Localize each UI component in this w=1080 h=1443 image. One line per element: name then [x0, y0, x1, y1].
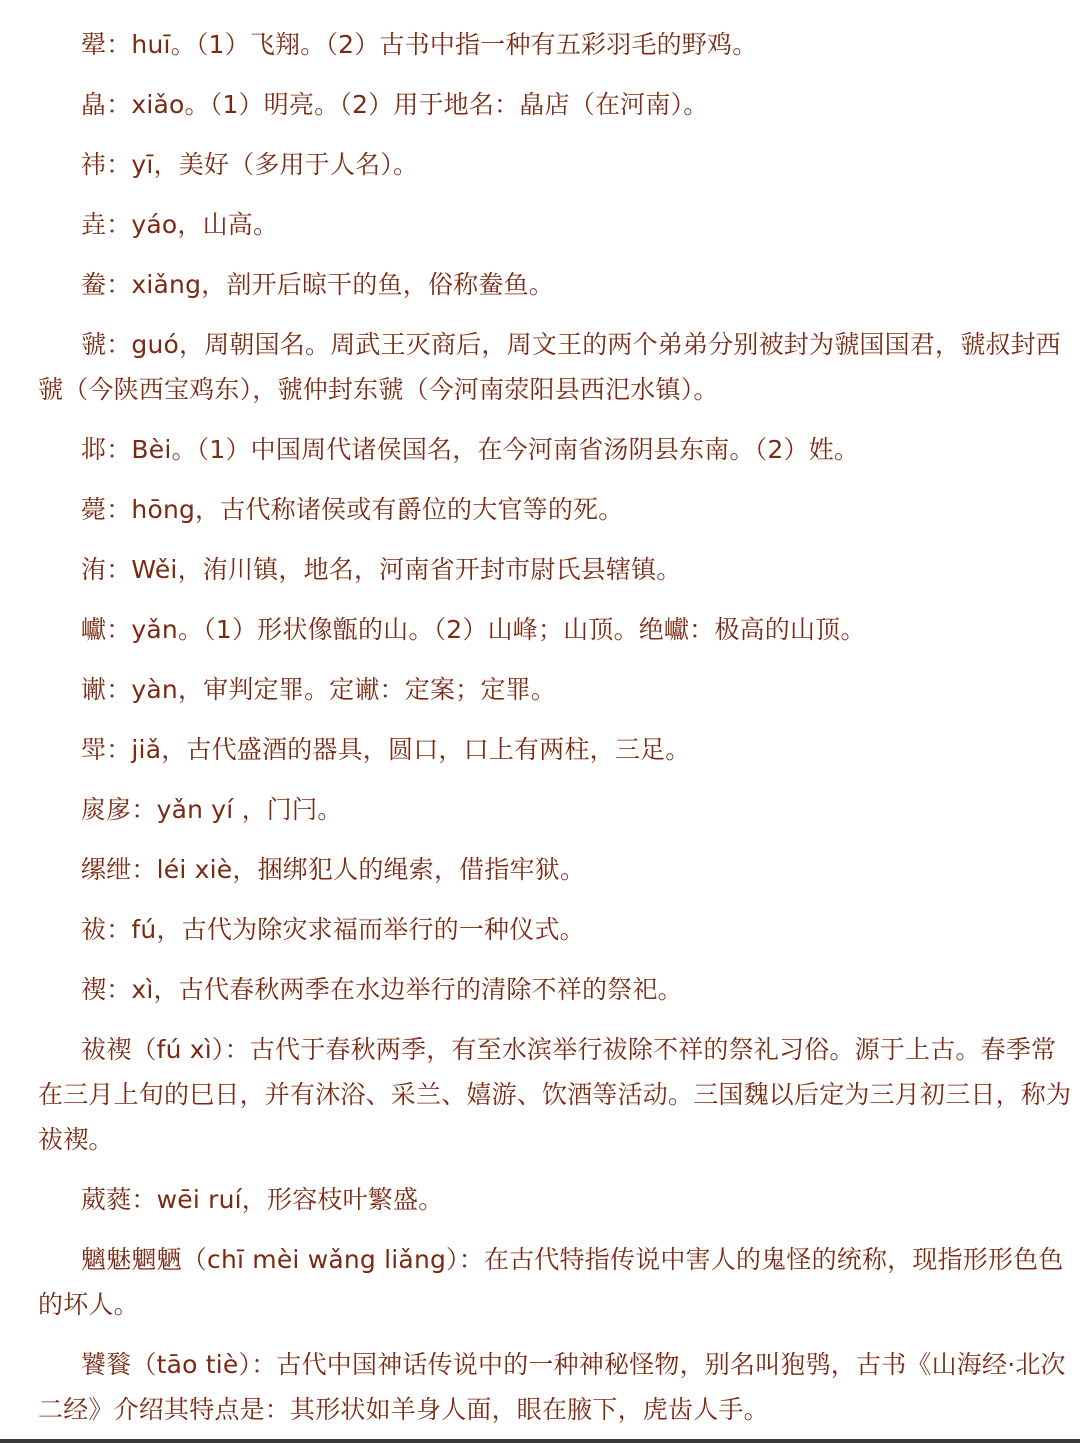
bottom-divider: [0, 1439, 1080, 1443]
entry-xiang: 鲞：xiǎng，剖开后晾干的鱼，俗称鲞鱼。: [81, 270, 554, 299]
entry-fu-xi: 祓禊（fú xì）：古代于春秋两季，有至水滨举行祓除不祥的祭礼习俗。源于上古。春季常在三月上旬的巳日，并有沐浴、采兰、嬉游、饮酒等活动。三国魏以后定为三月初三日，称为祓禊。: [38, 1035, 1072, 1154]
entry-yan-verdict: 谳：yàn，审判定罪。定谳：定案；定罪。: [81, 675, 556, 704]
entry-wei-rui: 葳蕤：wēi ruí，形容枝叶繁盛。: [81, 1185, 444, 1214]
entry-fu: 祓：fú，古代为除灾求福而举行的一种仪式。: [81, 915, 585, 944]
entry-yi: 祎：yī，美好（多用于人名）。: [81, 150, 419, 179]
entry-tao-tie: 饕餮（tāo tiè）：古代中国神话传说中的一种神秘怪物，别名叫狍鸮，古书《山海经·北次二经》介绍其特点是：其形状如羊身人面，眼在腋下，虎齿人手。: [38, 1350, 1066, 1424]
entry-hong: 薨：hōng，古代称诸侯或有爵位的大官等的死。: [81, 495, 624, 524]
entry-hui: 翚：huī。（1）飞翔。（2）古书中指一种有五彩羽毛的野鸡。: [81, 30, 758, 59]
entry-yan-mountain: 巘：yǎn。（1）形状像甑的山。（2）山峰；山顶。绝巘：极高的山顶。: [81, 615, 866, 644]
entry-xi: 禊：xì，古代春秋两季在水边举行的清除不祥的祭祀。: [81, 975, 683, 1004]
entry-lei-xie: 缧绁：léi xiè，捆绑犯人的绳索，借指牢狱。: [81, 855, 586, 884]
entry-chi-mei: 魑魅魍魉（chī mèi wǎng liǎng）：在古代特指传说中害人的鬼怪的统称，现指形形色色的坏人。: [38, 1245, 1064, 1319]
entry-jia: 斝：jiǎ，古代盛酒的器具，圆口，口上有两柱，三足。: [81, 735, 691, 764]
entry-wei: 洧：Wěi，洧川镇，地名，河南省开封市尉氏县辖镇。: [81, 555, 682, 584]
entry-yan-yi: 扊扅：yǎn yí ，门闩。: [81, 795, 343, 824]
entry-xiao: 皛：xiǎo。（1）明亮。（2）用于地名：皛店（在河南）。: [81, 90, 709, 119]
entry-yao: 垚：yáo，山高。: [81, 210, 279, 239]
dictionary-text: [38, 22, 1078, 1432]
entry-bei: 邶：Bèi。（1）中国周代诸侯国名，在今河南省汤阴县东南。（2）姓。: [81, 435, 860, 464]
entry-guo: 虢：guó，周朝国名。周武王灭商后，周文王的两个弟弟分别被封为虢国国君，虢叔封西虢（今陕西宝鸡东），虢仲封东虢（今河南荥阳县西汜水镇）。: [38, 330, 1062, 404]
